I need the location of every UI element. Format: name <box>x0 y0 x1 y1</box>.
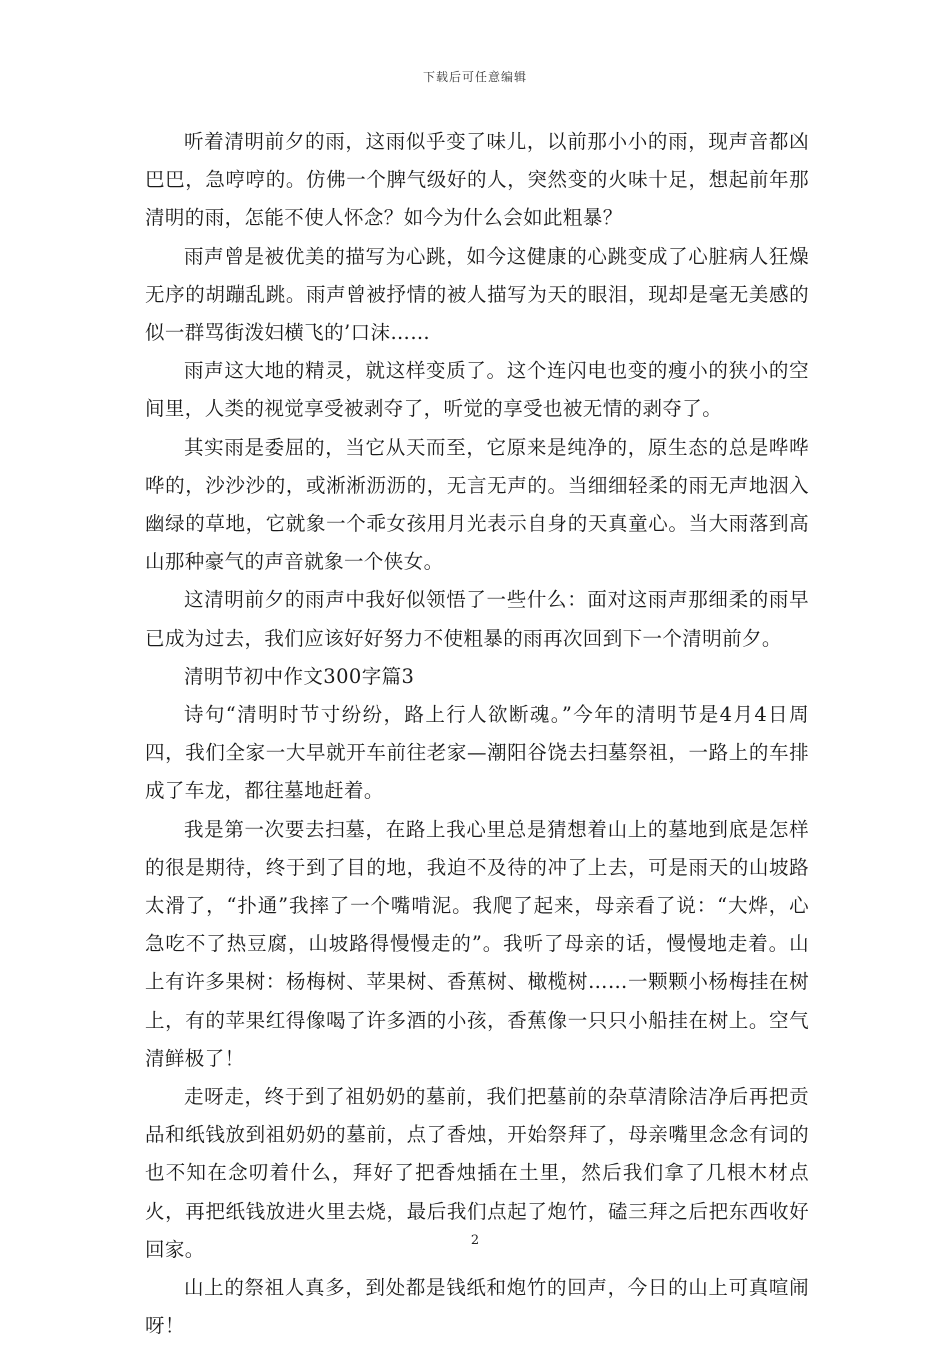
section-title: 清明节初中作文300字篇3 <box>184 664 415 688</box>
page-number: 2 <box>470 1233 480 1248</box>
page-header: 下载后可任意编辑 <box>422 70 527 84</box>
document-body <box>145 123 809 1346</box>
paragraph: 雨声曾是被优美的描写为心跳，如今这健康的心跳变成了心脏病人狂燥无序的胡蹦乱跳。雨声曾被抒情的被人描写为天的眼泪，现却是毫无美感的似一群骂街泼妇横飞的’口沫…… <box>145 244 809 345</box>
paragraph: 山上的祭祖人真多，到处都是钱纸和炮竹的回声，今日的山上可真喧闹呀！ <box>145 1276 809 1338</box>
paragraph: 雨声这大地的精灵，就这样变质了。这个连闪电也变的瘦小的狭小的空间里，人类的视觉享受被剥夺了，听觉的享受也被无情的剥夺了。 <box>145 359 809 421</box>
paragraph: 听着清明前夕的雨，这雨似乎变了味儿，以前那小小的雨，现声音都凶巴巴，急哼哼的。仿佛一个脾气级好的人，突然变的火味十足，想起前年那清明的雨，怎能不使人怀念？如今为什么会如此粗暴？ <box>145 130 809 230</box>
paragraph: 我是第一次要去扫墓，在路上我心里总是猜想着山上的墓地到底是怎样的很是期待，终于到了目的地，我迫不及待的冲了上去，可是雨天的山坡路太滑了，“扑通”我摔了一个嘴啃泥。我爬了起来，母亲看了说：“大烨，心急吃不了热豆腐，山坡路得慢慢走的”。我听了母亲的话，慢慢地走着。山上有许多果树：杨梅树、苹果树、香蕉树、橄榄树……一颗颗小杨梅挂在树上，有的苹果红得像喝了许多酒的小孩，香蕉像一只只小船挂在树上。空气清鲜极了！ <box>145 817 809 1070</box>
paragraph: 走呀走，终于到了祖奶奶的墓前，我们把墓前的杂草清除洁净后再把贡品和纸钱放到祖奶奶的墓前，点了香烛，开始祭拜了，母亲嘴里念念有词的也不知在念叨着什么，拜好了把香烛插在土里，然后我们拿了几根木材点火，再把纸钱放进火里去烧，最后我们点起了炮竹，磕三拜之后把东西收好回家。 <box>145 1085 809 1261</box>
paragraph: 这清明前夕的雨声中我好似领悟了一些什么：面对这雨声那细柔的雨早已成为过去，我们应该好好努力不使粗暴的雨再次回到下一个清明前夕。 <box>145 588 809 650</box>
paragraph: 其实雨是委屈的，当它从天而至，它原来是纯净的，原生态的总是哗哗哗的，沙沙沙的，或淅淅沥沥的，无言无声的。当细细轻柔的雨无声地洇入幽绿的草地，它就象一个乖女孩用月光表示自身的天真童心。当大雨落到高山那种豪气的声音就象一个侠女。 <box>145 435 809 574</box>
paragraph: 诗句“清明时节寸纷纷，路上行人欲断魂。”今年的清明节是4月4日周四，我们全家一大早就开车前往老家—潮阳谷饶去扫墓祭祖，一路上的车排成了车龙，都往墓地赶着。 <box>145 703 809 803</box>
